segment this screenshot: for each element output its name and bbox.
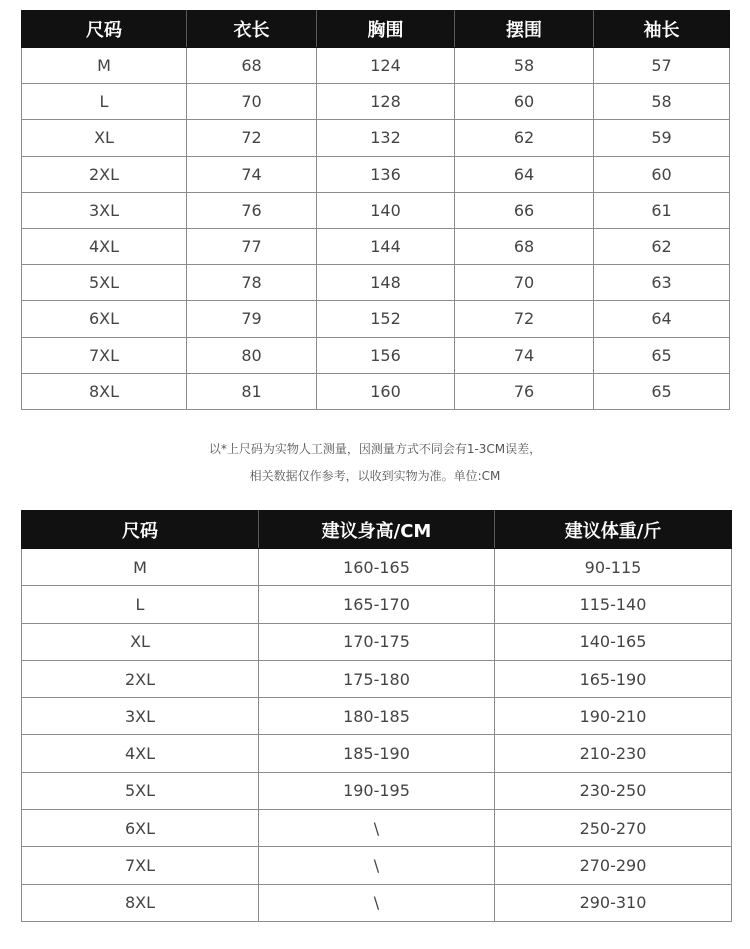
recommendation-row	[22, 698, 732, 735]
table-cell: 7XL	[22, 337, 187, 373]
table-cell: 185-190	[259, 735, 495, 772]
table-cell: 72	[187, 120, 317, 156]
table-cell: L	[22, 586, 259, 623]
table-cell: 65	[594, 373, 730, 409]
table-cell: 210-230	[495, 735, 732, 772]
table-cell: 90-115	[495, 549, 732, 586]
recommendation-row	[22, 549, 732, 586]
table-cell: 132	[317, 120, 455, 156]
table-cell: 4XL	[22, 735, 259, 772]
table-cell: 76	[455, 373, 594, 409]
table-cell: 8XL	[22, 373, 187, 409]
table-cell: 3XL	[22, 698, 259, 735]
size-chart-row	[22, 120, 730, 156]
table-cell: 64	[455, 156, 594, 192]
table-cell: 136	[317, 156, 455, 192]
table-cell: 81	[187, 373, 317, 409]
table-cell: 68	[455, 228, 594, 264]
table-cell: L	[22, 84, 187, 120]
table-cell: 70	[455, 265, 594, 301]
table-cell: 74	[455, 337, 594, 373]
table-cell: 58	[455, 48, 594, 84]
table-cell: 65	[594, 337, 730, 373]
size-chart-row	[22, 84, 730, 120]
table-cell: 5XL	[22, 772, 259, 809]
table-cell: 148	[317, 265, 455, 301]
table-cell: 3XL	[22, 192, 187, 228]
table-cell: XL	[22, 120, 187, 156]
table-cell: \	[259, 810, 495, 847]
table-cell: 144	[317, 228, 455, 264]
table-cell: 8XL	[22, 884, 259, 921]
table-cell: 115-140	[495, 586, 732, 623]
table-cell: 4XL	[22, 228, 187, 264]
table-cell: 76	[187, 192, 317, 228]
header-size: 尺码	[22, 511, 259, 549]
table-cell: 152	[317, 301, 455, 337]
table-cell: 61	[594, 192, 730, 228]
table-cell: 57	[594, 48, 730, 84]
table-cell: 170-175	[259, 623, 495, 660]
table-cell: 70	[187, 84, 317, 120]
size-chart-row	[22, 48, 730, 84]
table-cell: 165-170	[259, 586, 495, 623]
note-line-2: 相关数据仅作参考，以收到实物为准。单位:CM	[249, 469, 501, 483]
table-cell: 62	[594, 228, 730, 264]
table-cell: \	[259, 884, 495, 921]
recommendation-header	[22, 511, 732, 549]
size-chart-row	[22, 192, 730, 228]
table-cell: M	[22, 549, 259, 586]
header-sleeve: 袖长	[594, 11, 730, 48]
recommendation-row	[22, 772, 732, 809]
table-cell: 230-250	[495, 772, 732, 809]
header-height: 建议身高/CM	[259, 511, 495, 549]
table-cell: 2XL	[22, 156, 187, 192]
size-chart-table	[21, 10, 730, 410]
size-chart-row	[22, 228, 730, 264]
table-cell: 140-165	[495, 623, 732, 660]
recommendation-table	[21, 510, 732, 922]
table-cell: 5XL	[22, 265, 187, 301]
table-cell: 140	[317, 192, 455, 228]
table-cell: 74	[187, 156, 317, 192]
size-chart-row	[22, 265, 730, 301]
size-chart-row	[22, 373, 730, 409]
recommendation-row	[22, 810, 732, 847]
table-cell: 190-195	[259, 772, 495, 809]
table-cell: 68	[187, 48, 317, 84]
recommendation-row	[22, 586, 732, 623]
table-cell: 63	[594, 265, 730, 301]
table-cell: 59	[594, 120, 730, 156]
recommendation-body	[22, 549, 732, 922]
header-chest: 胸围	[317, 11, 455, 48]
note-line-1: 以*上尺码为实物人工测量，因测量方式不同会有1-3CM误差，	[208, 442, 542, 456]
header-hem: 摆围	[455, 11, 594, 48]
recommendation-row	[22, 623, 732, 660]
table-cell: 190-210	[495, 698, 732, 735]
table-cell: 124	[317, 48, 455, 84]
table-cell: 6XL	[22, 810, 259, 847]
table-cell: 128	[317, 84, 455, 120]
table-cell: 78	[187, 265, 317, 301]
table-cell: 250-270	[495, 810, 732, 847]
table-cell: 165-190	[495, 660, 732, 697]
size-chart-header	[22, 11, 730, 48]
table-cell: 80	[187, 337, 317, 373]
table-cell: 290-310	[495, 884, 732, 921]
recommendation-row	[22, 884, 732, 921]
table-cell: 160-165	[259, 549, 495, 586]
recommendation-header-row	[22, 511, 732, 549]
size-chart-header-row	[22, 11, 730, 48]
recommendation-row	[22, 847, 732, 884]
table-cell: 72	[455, 301, 594, 337]
table-cell: 180-185	[259, 698, 495, 735]
table-cell: 60	[455, 84, 594, 120]
size-chart-row	[22, 156, 730, 192]
table-cell: 66	[455, 192, 594, 228]
size-chart-body	[22, 48, 730, 410]
size-chart-row	[22, 337, 730, 373]
table-cell: 79	[187, 301, 317, 337]
measurement-note	[0, 436, 750, 490]
table-cell: 6XL	[22, 301, 187, 337]
table-cell: 156	[317, 337, 455, 373]
recommendation-row	[22, 735, 732, 772]
table-cell: 175-180	[259, 660, 495, 697]
table-cell: 7XL	[22, 847, 259, 884]
table-cell: 60	[594, 156, 730, 192]
size-chart-row	[22, 301, 730, 337]
table-cell: 77	[187, 228, 317, 264]
recommendation-row	[22, 660, 732, 697]
header-size: 尺码	[22, 11, 187, 48]
table-cell: XL	[22, 623, 259, 660]
table-cell: 58	[594, 84, 730, 120]
table-cell: 270-290	[495, 847, 732, 884]
header-weight: 建议体重/斤	[495, 511, 732, 549]
table-cell: 62	[455, 120, 594, 156]
table-cell: M	[22, 48, 187, 84]
table-cell: 2XL	[22, 660, 259, 697]
header-length: 衣长	[187, 11, 317, 48]
table-cell: 160	[317, 373, 455, 409]
table-cell: \	[259, 847, 495, 884]
table-cell: 64	[594, 301, 730, 337]
